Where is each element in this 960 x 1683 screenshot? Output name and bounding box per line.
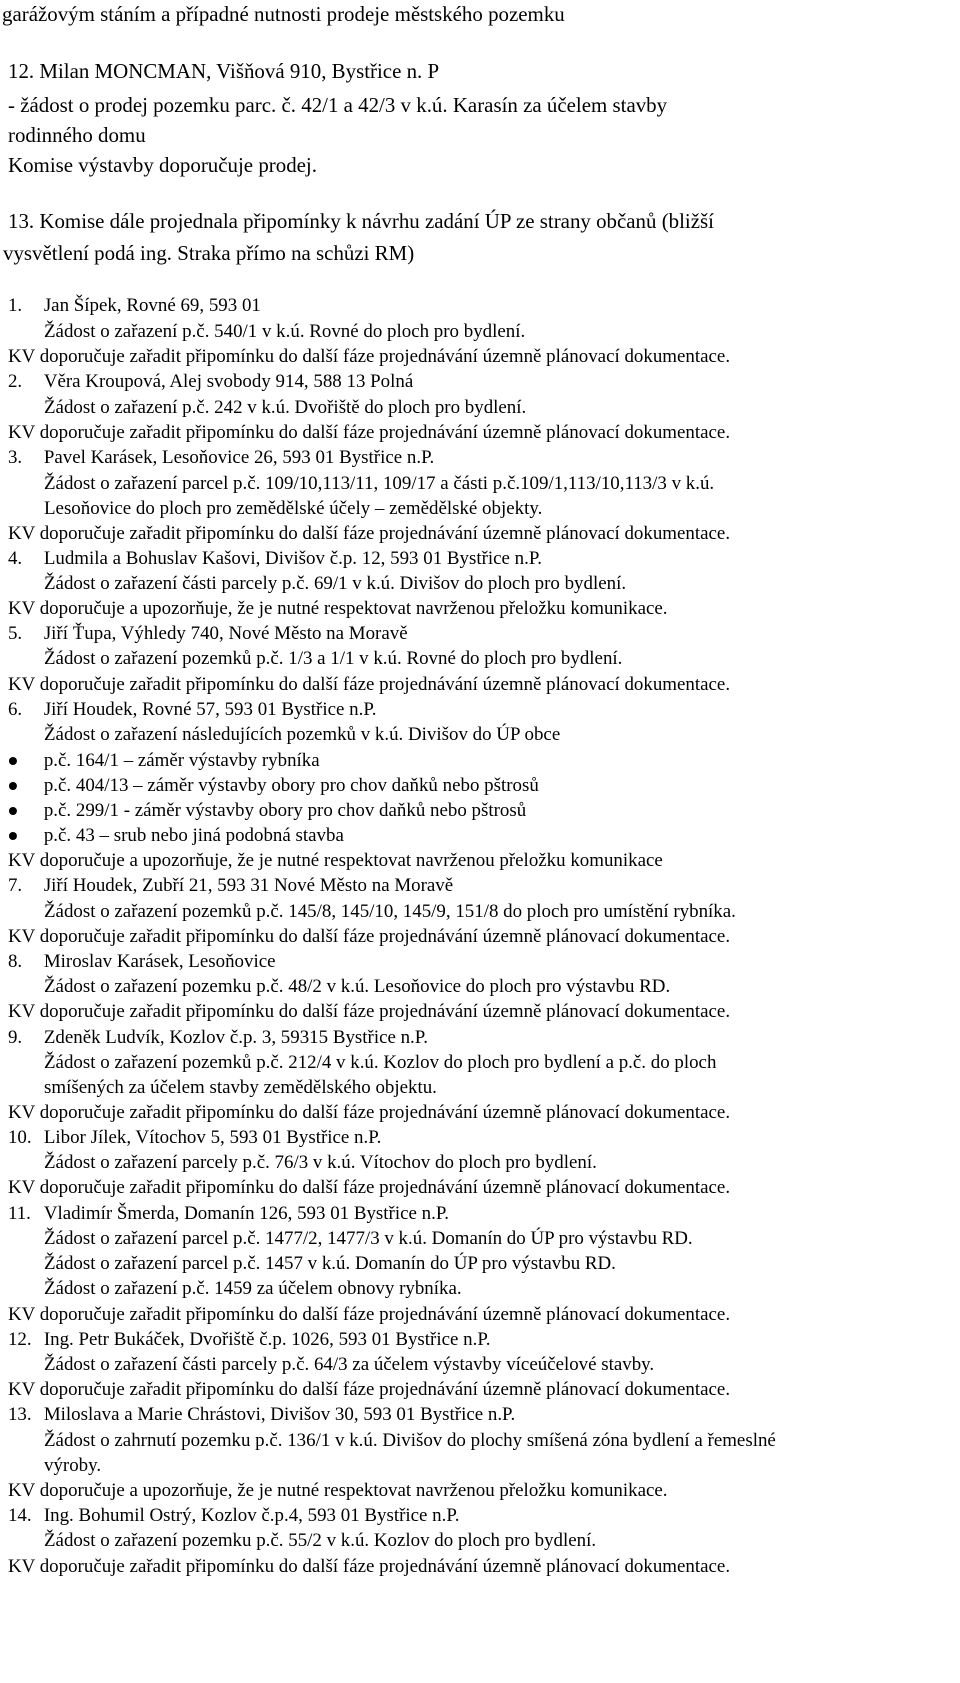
bullet-icon xyxy=(9,782,17,790)
request-text: Žádost o zařazení pozemků p.č. 1/3 a 1/1 v k.ú. Rovné do ploch pro bydlení. xyxy=(44,648,623,669)
committee-note: KV doporučuje zařadit připomínku do další fáze projednávání územně plánovací dokumentace. xyxy=(8,1556,731,1577)
bullet-icon xyxy=(9,757,17,765)
item-number: 12. xyxy=(7,1329,32,1350)
committee-note: KV doporučuje zařadit připomínku do další fáze projednávání územně plánovací dokumentace. xyxy=(8,1379,731,1400)
item-heading: Jiří Ťupa, Výhledy 740, Nové Město na Moravě xyxy=(43,623,408,644)
text-line: 13. Komise dále projednala připomínky k návrhu zadání ÚP ze strany občanů (bližší xyxy=(8,209,714,233)
item-heading: Jiří Houdek, Rovné 57, 593 01 Bystřice n.P. xyxy=(43,699,377,720)
request-text: Žádost o zařazení p.č. 540/1 v k.ú. Rovné do ploch pro bydlení. xyxy=(44,321,526,342)
request-text: Žádost o zařazení pozemků p.č. 145/8, 145/10, 145/9, 151/8 do ploch pro umístění rybníka. xyxy=(44,901,736,922)
request-text: Žádost o zařazení části parcely p.č. 69/1 v k.ú. Divišov do ploch pro bydlení. xyxy=(44,573,627,594)
item-heading: Miroslav Karásek, Lesoňovice xyxy=(43,951,276,972)
committee-note: KV doporučuje zařadit připomínku do další fáze projednávání územně plánovací dokumentace. xyxy=(8,1001,731,1022)
item-number: 1. xyxy=(7,295,23,316)
item-number: 2. xyxy=(7,371,23,392)
item-heading: Vladimír Šmerda, Domanín 126, 593 01 Bystřice n.P. xyxy=(43,1203,449,1224)
committee-note: KV doporučuje zařadit připomínku do další fáze projednávání územně plánovací dokumentace. xyxy=(8,1102,731,1123)
request-text: Žádost o zařazení pozemku p.č. 55/2 v k.ú. Kozlov do ploch pro bydlení. xyxy=(44,1530,597,1551)
request-text: Žádost o zařazení následujících pozemků v k.ú. Divišov do ÚP obce xyxy=(44,724,561,745)
text-line: - žádost o prodej pozemku parc. č. 42/1 a 42/3 v k.ú. Karasín za účelem stavby xyxy=(8,93,668,117)
bullet-icon xyxy=(9,807,17,815)
item-number: 6. xyxy=(7,699,23,720)
request-text: smíšených za účelem stavby zemědělského objektu. xyxy=(44,1077,437,1098)
bullet-text: p.č. 43 – srub nebo jiná podobná stavba xyxy=(43,825,344,846)
text-line: vysvětlení podá ing. Straka přímo na schůzi RM) xyxy=(3,241,415,265)
committee-note: KV doporučuje zařadit připomínku do další fáze projednávání územně plánovací dokumentace. xyxy=(8,1177,731,1198)
text-line: 12. Milan MONCMAN, Višňová 910, Bystřice n. P xyxy=(8,59,440,83)
committee-note: KV doporučuje a upozorňuje, že je nutné respektovat navrženou přeložku komunikace xyxy=(8,850,663,871)
committee-note: KV doporučuje zařadit připomínku do další fáze projednávání územně plánovací dokumentace. xyxy=(8,926,731,947)
bullet-text: p.č. 404/13 – záměr výstavby obory pro chov daňků nebo pštrosů xyxy=(43,775,539,796)
request-text: výroby. xyxy=(44,1455,102,1476)
item-heading: Miloslava a Marie Chrástovi, Divišov 30, 593 01 Bystřice n.P. xyxy=(43,1404,516,1425)
item-number: 9. xyxy=(7,1027,23,1048)
request-text: Lesoňovice do ploch pro zemědělské účely – zemědělské objekty. xyxy=(44,498,543,519)
bullet-text: p.č. 299/1 - záměr výstavby obory pro chov daňků nebo pštrosů xyxy=(43,800,527,821)
request-text: Žádost o zařazení pozemku p.č. 48/2 v k.ú. Lesoňovice do ploch pro výstavbu RD. xyxy=(44,976,671,997)
item-heading: Ing. Bohumil Ostrý, Kozlov č.p.4, 593 01 Bystřice n.P. xyxy=(43,1505,460,1526)
text-line: rodinného domu xyxy=(8,123,146,147)
committee-note: KV doporučuje zařadit připomínku do další fáze projednávání územně plánovací dokumentace. xyxy=(8,674,731,695)
item-heading: Pavel Karásek, Lesoňovice 26, 593 01 Bystřice n.P. xyxy=(43,447,435,468)
item-number: 3. xyxy=(7,447,23,468)
request-text: Žádost o zařazení parcel p.č. 1457 v k.ú. Domanín do ÚP pro výstavbu RD. xyxy=(44,1253,616,1274)
item-number: 11. xyxy=(7,1203,31,1224)
text-line: Komise výstavby doporučuje prodej. xyxy=(8,153,317,177)
item-heading: Zdeněk Ludvík, Kozlov č.p. 3, 59315 Bystřice n.P. xyxy=(43,1027,428,1048)
item-heading: Ludmila a Bohuslav Kašovi, Divišov č.p. 12, 593 01 Bystřice n.P. xyxy=(43,548,543,569)
request-text: Žádost o zařazení p.č. 1459 za účelem obnovy rybníka. xyxy=(44,1278,462,1299)
bullet-icon xyxy=(9,832,17,840)
item-number: 13. xyxy=(7,1404,32,1425)
bullet-text: p.č. 164/1 – záměr výstavby rybníka xyxy=(43,750,320,771)
committee-note: KV doporučuje zařadit připomínku do další fáze projednávání územně plánovací dokumentace. xyxy=(8,346,731,367)
text-line: garážovým stáním a případné nutnosti prodeje městského pozemku xyxy=(2,2,565,26)
request-text: Žádost o zařazení části parcely p.č. 64/3 za účelem výstavby víceúčelové stavby. xyxy=(44,1354,655,1375)
item-heading: Ing. Petr Bukáček, Dvořiště č.p. 1026, 593 01 Bystřice n.P. xyxy=(43,1329,491,1350)
request-text: Žádost o zahrnutí pozemku p.č. 136/1 v k.ú. Divišov do plochy smíšená zóna bydlení a řemeslné xyxy=(44,1430,776,1451)
request-text: Žádost o zařazení pozemků p.č. 212/4 v k.ú. Kozlov do ploch pro bydlení a p.č. do ploch xyxy=(44,1052,717,1073)
item-number: 8. xyxy=(7,951,23,972)
request-text: Žádost o zařazení parcel p.č. 109/10,113/11, 109/17 a části p.č.109/1,113/10,113/3 v k.ú. xyxy=(44,473,715,494)
item-number: 4. xyxy=(7,548,23,569)
request-text: Žádost o zařazení parcel p.č. 1477/2, 1477/3 v k.ú. Domanín do ÚP pro výstavbu RD. xyxy=(44,1228,693,1249)
committee-note: KV doporučuje zařadit připomínku do další fáze projednávání územně plánovací dokumentace. xyxy=(8,1304,731,1325)
committee-note: KV doporučuje zařadit připomínku do další fáze projednávání územně plánovací dokumentace. xyxy=(8,422,731,443)
item-heading: Jiří Houdek, Zubří 21, 593 31 Nové Město na Moravě xyxy=(43,875,454,896)
item-number: 7. xyxy=(7,875,23,896)
committee-note: KV doporučuje a upozorňuje, že je nutné respektovat navrženou přeložku komunikace. xyxy=(8,1480,668,1501)
item-number: 14. xyxy=(7,1505,32,1526)
item-number: 10. xyxy=(7,1127,32,1148)
item-number: 5. xyxy=(7,623,23,644)
committee-note: KV doporučuje a upozorňuje, že je nutné respektovat navrženou přeložku komunikace. xyxy=(8,598,668,619)
request-text: Žádost o zařazení parcely p.č. 76/3 v k.ú. Vítochov do ploch pro bydlení. xyxy=(44,1152,597,1173)
item-heading: Libor Jílek, Vítochov 5, 593 01 Bystřice n.P. xyxy=(43,1127,382,1148)
request-text: Žádost o zařazení p.č. 242 v k.ú. Dvořiště do ploch pro bydlení. xyxy=(44,397,527,418)
item-heading: Jan Šípek, Rovné 69, 593 01 xyxy=(43,295,261,316)
item-heading: Věra Kroupová, Alej svobody 914, 588 13 Polná xyxy=(43,371,414,392)
committee-note: KV doporučuje zařadit připomínku do další fáze projednávání územně plánovací dokumentace. xyxy=(8,523,731,544)
